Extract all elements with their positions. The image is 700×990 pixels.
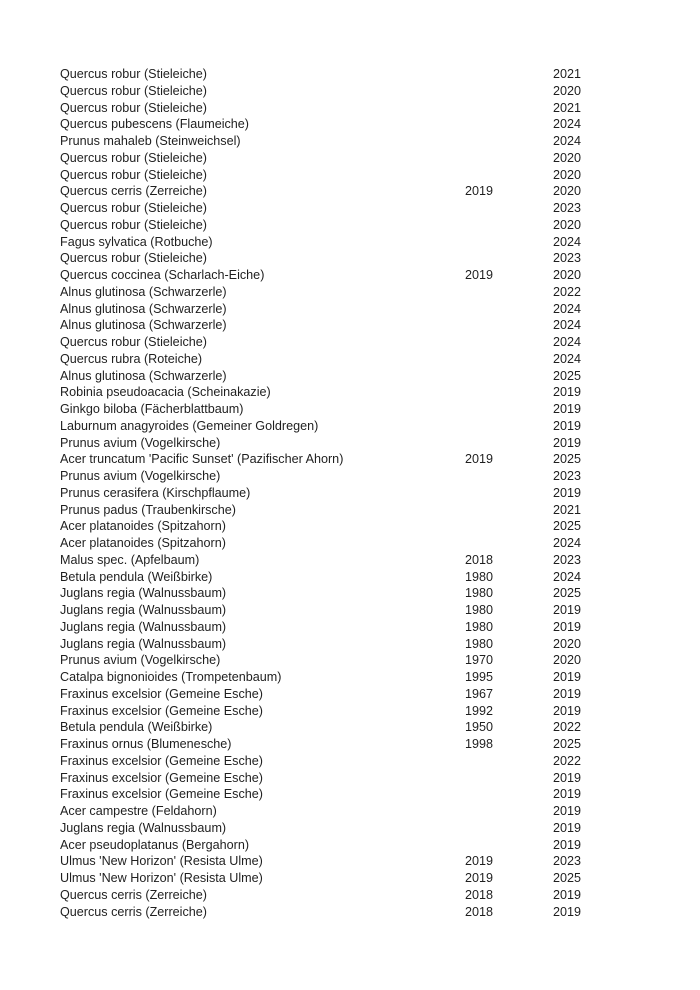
table-row	[60, 468, 640, 485]
table-row	[60, 585, 640, 602]
species-cell: Quercus robur (Stieleiche)	[60, 217, 207, 232]
species-cell: Acer truncatum 'Pacific Sunset' (Pazifischer Ahorn)	[60, 452, 344, 467]
table-row	[60, 167, 640, 184]
table-row	[60, 686, 640, 703]
year-recorded-cell: 2021	[553, 100, 582, 115]
table-row	[60, 250, 640, 267]
species-cell: Quercus cerris (Zerreiche)	[60, 184, 207, 199]
species-cell: Quercus robur (Stieleiche)	[60, 251, 207, 266]
table-row	[60, 267, 640, 284]
table-row	[60, 384, 640, 401]
species-cell: Robinia pseudoacacia (Scheinakazie)	[60, 385, 271, 400]
year-recorded-cell: 2019	[553, 770, 582, 785]
table-row	[60, 786, 640, 803]
year-recorded-cell: 2025	[553, 586, 582, 601]
tree-species-table	[60, 66, 640, 920]
table-row	[60, 636, 640, 653]
year-planted-cell: 2019	[465, 452, 494, 467]
species-cell: Betula pendula (Weißbirke)	[60, 720, 213, 735]
table-row	[60, 669, 640, 686]
year-recorded-cell: 2024	[553, 335, 582, 349]
table-row	[60, 234, 640, 251]
table-row	[60, 66, 640, 83]
species-cell: Ulmus 'New Horizon' (Resista Ulme)	[60, 871, 263, 885]
year-planted-cell: 1995	[465, 670, 494, 684]
table-row	[60, 569, 640, 586]
year-recorded-cell: 2025	[553, 519, 582, 534]
year-recorded-cell: 2024	[553, 318, 582, 333]
year-planted-cell: 1967	[465, 686, 494, 701]
species-cell: Quercus pubescens (Flaumeiche)	[60, 117, 249, 132]
year-recorded-cell: 2020	[553, 184, 582, 199]
species-cell: Quercus robur (Stieleiche)	[60, 67, 207, 81]
year-recorded-cell: 2024	[553, 234, 582, 249]
year-recorded-cell: 2022	[553, 720, 582, 735]
species-cell: Fraxinus excelsior (Gemeine Esche)	[60, 686, 263, 701]
year-planted-cell: 1980	[465, 603, 494, 617]
table-row	[60, 870, 640, 887]
species-cell: Betula pendula (Weißbirke)	[60, 569, 213, 584]
species-cell: Ulmus 'New Horizon' (Resista Ulme)	[60, 854, 263, 869]
year-planted-cell: 2018	[465, 887, 494, 902]
species-cell: Quercus robur (Stieleiche)	[60, 100, 207, 115]
year-planted-cell: 2019	[465, 871, 494, 885]
species-cell: Alnus glutinosa (Schwarzerle)	[60, 284, 227, 299]
table-row	[60, 602, 640, 619]
year-recorded-cell: 2025	[553, 871, 582, 885]
table-row	[60, 736, 640, 753]
year-recorded-cell: 2019	[553, 837, 582, 852]
species-cell: Prunus avium (Vogelkirsche)	[60, 653, 221, 668]
table-row	[60, 83, 640, 100]
year-recorded-cell: 2024	[553, 117, 582, 132]
year-planted-cell: 2019	[465, 184, 494, 199]
year-recorded-cell: 2021	[553, 502, 582, 517]
year-recorded-cell: 2019	[553, 887, 582, 902]
year-recorded-cell: 2020	[553, 217, 582, 232]
species-cell: Acer pseudoplatanus (Bergahorn)	[60, 837, 250, 852]
species-cell: Prunus avium (Vogelkirsche)	[60, 435, 221, 450]
species-cell: Ginkgo biloba (Fächerblattbaum)	[60, 402, 244, 416]
table-row	[60, 552, 640, 569]
year-recorded-cell: 2024	[553, 134, 582, 148]
species-cell: Malus spec. (Apfelbaum)	[60, 552, 200, 567]
table-row	[60, 703, 640, 720]
year-recorded-cell: 2024	[553, 351, 582, 366]
species-cell: Catalpa bignonioides (Trompetenbaum)	[60, 670, 282, 684]
year-planted-cell: 1950	[465, 720, 494, 735]
table-row	[60, 301, 640, 318]
species-cell: Prunus padus (Traubenkirsche)	[60, 502, 236, 517]
table-row	[60, 887, 640, 904]
species-cell: Juglans regia (Walnussbaum)	[60, 636, 227, 651]
species-cell: Quercus robur (Stieleiche)	[60, 167, 207, 182]
year-planted-cell: 1992	[465, 703, 494, 718]
species-cell: Fraxinus excelsior (Gemeine Esche)	[60, 703, 263, 718]
year-recorded-cell: 2020	[553, 150, 582, 165]
species-cell: Quercus robur (Stieleiche)	[60, 150, 207, 165]
table-row	[60, 770, 640, 787]
year-recorded-cell: 2019	[553, 435, 582, 450]
table-row	[60, 317, 640, 334]
year-recorded-cell: 2024	[553, 301, 582, 316]
year-recorded-cell: 2019	[553, 402, 582, 416]
year-recorded-cell: 2019	[553, 619, 582, 634]
table-row	[60, 853, 640, 870]
year-recorded-cell: 2020	[553, 83, 582, 98]
table-row	[60, 837, 640, 854]
table-row	[60, 150, 640, 167]
year-recorded-cell: 2019	[553, 418, 582, 433]
table-row	[60, 820, 640, 837]
species-cell: Acer campestre (Feldahorn)	[60, 804, 217, 818]
species-cell: Acer platanoides (Spitzahorn)	[60, 536, 226, 550]
year-recorded-cell: 2019	[553, 686, 582, 701]
species-cell: Juglans regia (Walnussbaum)	[60, 603, 227, 617]
year-recorded-cell: 2023	[553, 469, 582, 483]
year-recorded-cell: 2019	[553, 904, 582, 919]
table-row	[60, 368, 640, 385]
year-recorded-cell: 2020	[553, 653, 582, 668]
species-cell: Alnus glutinosa (Schwarzerle)	[60, 318, 227, 333]
year-planted-cell: 1980	[465, 586, 494, 601]
species-cell: Fagus sylvatica (Rotbuche)	[60, 234, 213, 249]
table-row	[60, 183, 640, 200]
table-row	[60, 535, 640, 552]
table-row	[60, 133, 640, 150]
year-recorded-cell: 2019	[553, 385, 582, 400]
species-cell: Quercus cerris (Zerreiche)	[60, 904, 207, 919]
table-row	[60, 803, 640, 820]
table-row	[60, 401, 640, 418]
table-row	[60, 351, 640, 368]
table-row	[60, 116, 640, 133]
year-planted-cell: 2019	[465, 854, 494, 869]
table-row	[60, 284, 640, 301]
year-recorded-cell: 2025	[553, 737, 582, 751]
year-planted-cell: 2018	[465, 552, 494, 567]
year-recorded-cell: 2019	[553, 820, 582, 835]
year-recorded-cell: 2019	[553, 603, 582, 617]
species-cell: Prunus avium (Vogelkirsche)	[60, 469, 221, 483]
table-row	[60, 451, 640, 468]
species-cell: Juglans regia (Walnussbaum)	[60, 619, 227, 634]
year-recorded-cell: 2022	[553, 753, 582, 768]
species-cell: Fraxinus excelsior (Gemeine Esche)	[60, 753, 263, 768]
species-cell: Juglans regia (Walnussbaum)	[60, 586, 227, 601]
table-row	[60, 518, 640, 535]
species-cell: Prunus mahaleb (Steinweichsel)	[60, 134, 241, 148]
species-cell: Fraxinus excelsior (Gemeine Esche)	[60, 787, 263, 802]
table-row	[60, 200, 640, 217]
year-planted-cell: 1980	[465, 619, 494, 634]
table-row	[60, 619, 640, 636]
year-recorded-cell: 2019	[553, 485, 582, 500]
table-row	[60, 502, 640, 519]
year-planted-cell: 1980	[465, 636, 494, 651]
species-cell: Quercus rubra (Roteiche)	[60, 351, 203, 366]
year-planted-cell: 2019	[465, 268, 494, 282]
year-recorded-cell: 2022	[553, 284, 582, 299]
species-cell: Alnus glutinosa (Schwarzerle)	[60, 368, 227, 383]
species-cell: Quercus robur (Stieleiche)	[60, 83, 207, 98]
table-row	[60, 418, 640, 435]
species-cell: Laburnum anagyroides (Gemeiner Goldregen)	[60, 418, 319, 433]
table-row	[60, 904, 640, 921]
year-recorded-cell: 2020	[553, 268, 582, 282]
year-planted-cell: 2018	[465, 904, 494, 919]
table-row	[60, 753, 640, 770]
year-recorded-cell: 2023	[553, 552, 582, 567]
table-row	[60, 435, 640, 452]
year-recorded-cell: 2019	[553, 703, 582, 718]
year-recorded-cell: 2023	[553, 854, 582, 869]
species-cell: Juglans regia (Walnussbaum)	[60, 820, 227, 835]
species-cell: Quercus coccinea (Scharlach-Eiche)	[60, 268, 265, 282]
year-planted-cell: 1970	[465, 653, 494, 668]
year-recorded-cell: 2023	[553, 251, 582, 266]
year-recorded-cell: 2025	[553, 452, 582, 467]
year-recorded-cell: 2024	[553, 536, 582, 550]
year-recorded-cell: 2019	[553, 670, 582, 684]
year-recorded-cell: 2024	[553, 569, 582, 584]
year-recorded-cell: 2019	[553, 787, 582, 802]
species-cell: Acer platanoides (Spitzahorn)	[60, 519, 226, 534]
species-cell: Prunus cerasifera (Kirschpflaume)	[60, 485, 251, 500]
species-cell: Fraxinus ornus (Blumenesche)	[60, 737, 232, 751]
species-cell: Quercus cerris (Zerreiche)	[60, 887, 207, 902]
species-cell: Quercus robur (Stieleiche)	[60, 201, 207, 215]
species-cell: Alnus glutinosa (Schwarzerle)	[60, 301, 227, 316]
year-recorded-cell: 2020	[553, 636, 582, 651]
table-row	[60, 652, 640, 669]
year-planted-cell: 1998	[465, 737, 494, 751]
table-row	[60, 217, 640, 234]
table-row	[60, 334, 640, 351]
year-recorded-cell: 2019	[553, 804, 582, 818]
table-row	[60, 485, 640, 502]
year-planted-cell: 1980	[465, 569, 494, 584]
year-recorded-cell: 2023	[553, 201, 582, 215]
species-cell: Quercus robur (Stieleiche)	[60, 335, 207, 349]
year-recorded-cell: 2020	[553, 167, 582, 182]
year-recorded-cell: 2021	[553, 67, 582, 81]
table-row	[60, 100, 640, 117]
year-recorded-cell: 2025	[553, 368, 582, 383]
species-cell: Fraxinus excelsior (Gemeine Esche)	[60, 770, 263, 785]
table-row	[60, 719, 640, 736]
